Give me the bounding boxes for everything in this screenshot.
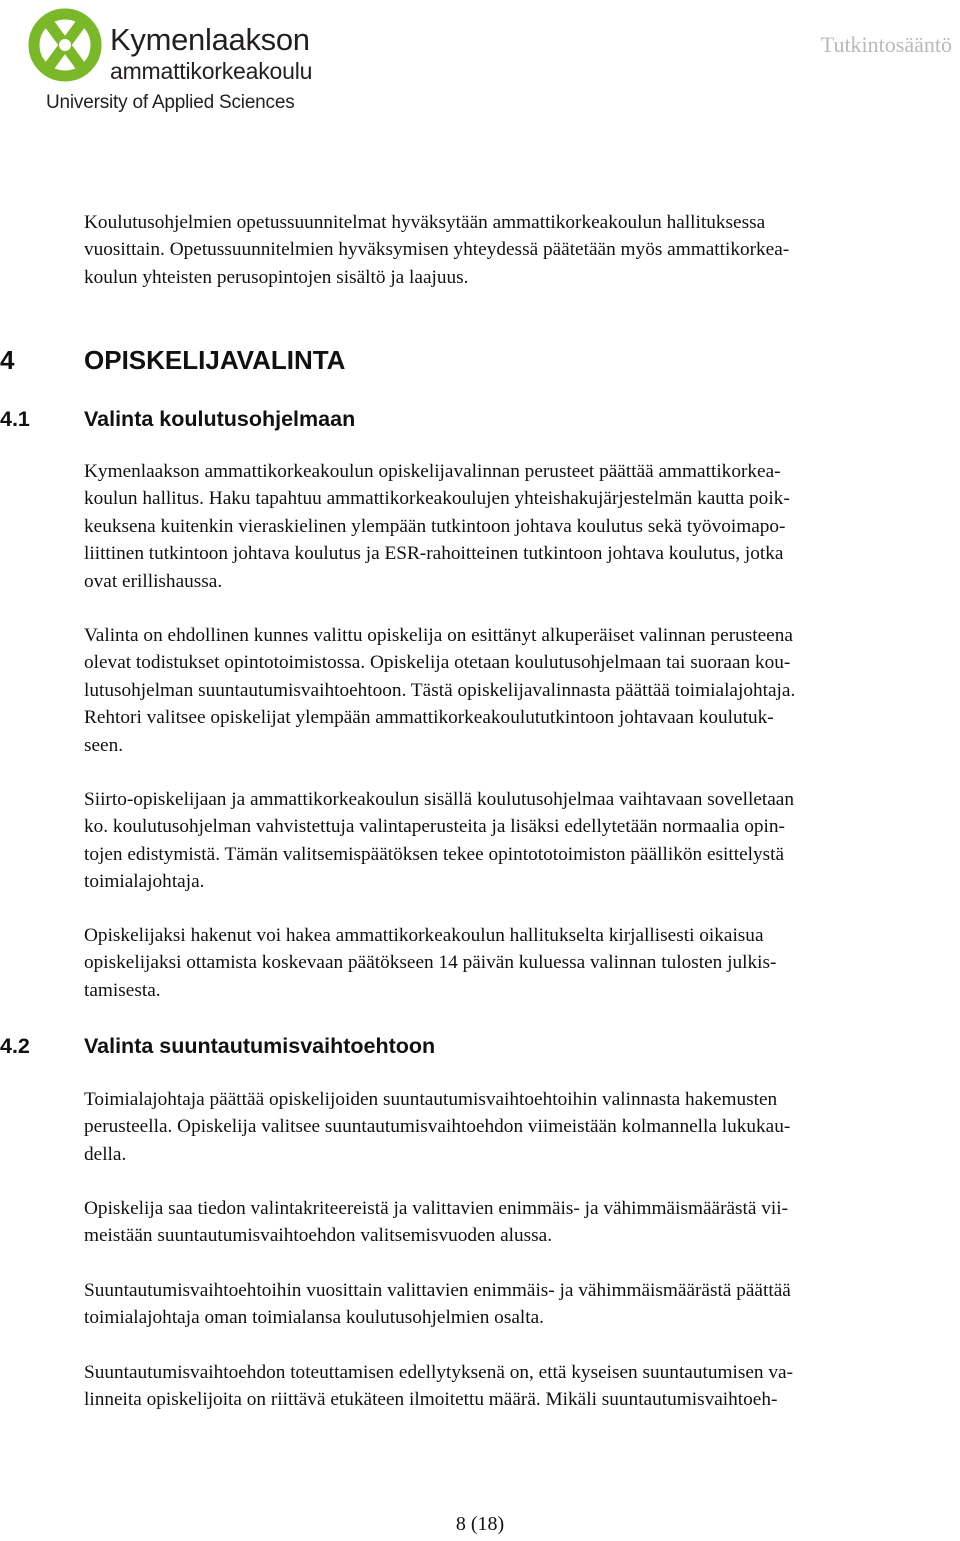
- text-line: toimialajohtaja.: [84, 871, 205, 893]
- text-line: Opiskelijaksi hakenut voi hakea ammattikorkeakoulun hallitukselta kirjallisesti oikaisua: [84, 925, 764, 946]
- section-number: 4.1: [0, 407, 30, 431]
- text-line: koulun yhteisten perusopintojen sisältö ja laajuus.: [84, 266, 469, 288]
- text-line: seen.: [84, 734, 124, 756]
- section-4-1-heading: [0, 404, 355, 434]
- text-line: della.: [84, 1143, 127, 1165]
- text-line: ko. koulutusohjelman vahvistettuja valintaperusteita ja lisäksi edellytetään normaalia opin-: [84, 816, 785, 838]
- text-line: Opiskelija saa tiedon valintakriteereistä ja valittavien enimmäis- ja vähimmäismäärästä vii-: [84, 1198, 789, 1219]
- section-4-2-heading: [0, 1031, 435, 1061]
- section-number: 4.2: [0, 1034, 30, 1058]
- section-4-heading: [0, 343, 345, 377]
- text-line: vuosittain. Opetussuunnitelmien hyväksymisen yhteydessä päätetään myös ammattikorkea-: [84, 239, 790, 261]
- paragraph: [84, 1195, 960, 1250]
- page-number: 8 (18): [455, 1513, 505, 1535]
- paragraph: [84, 1277, 960, 1332]
- text-line: tamisesta.: [84, 979, 161, 1001]
- section-number: 4: [0, 345, 15, 375]
- text-line: Koulutusohjelmien opetussuunnitelmat hyväksytään ammattikorkeakoulun hallituksessa: [84, 212, 766, 233]
- paragraph: [84, 1359, 960, 1414]
- text-line: opiskelijaksi ottamista koskevaan päätökseen 14 päivän kuluessa valinnan tulosten julkis-: [84, 952, 777, 974]
- text-line: toimialajohtaja oman toimialansa koulutusohjelmien osalta.: [84, 1307, 544, 1329]
- document-title: Tutkintosääntö: [820, 32, 952, 57]
- logo-emblem-icon: [28, 8, 102, 82]
- paragraph: [84, 786, 960, 896]
- text-line: tojen edistymistä. Tämän valitsemispäätöksen tekee opintototoimiston päällikön esittelystä: [84, 843, 785, 865]
- paragraph: [84, 922, 960, 1004]
- text-line: koulun hallitus. Haku tapahtuu ammattikorkeakoulujen yhteishakujärjestelmän kautta poik-: [84, 488, 790, 510]
- paragraph: [84, 622, 960, 759]
- text-line: Toimialajohtaja päättää opiskelijoiden suuntautumisvaihtoehtoihin valinnasta hakemusten: [84, 1089, 778, 1110]
- text-line: perusteella. Opiskelija valitsee suuntautumisvaihtoehdon viimeistään kolmannella lukukau-: [84, 1116, 791, 1138]
- logo: [28, 8, 328, 116]
- section-title: Valinta koulutusohjelmaan: [84, 407, 356, 431]
- logo-name: Kymenlaakson: [110, 22, 310, 57]
- logo-english-name: University of Applied Sciences: [46, 92, 295, 113]
- paragraph: [84, 1086, 960, 1168]
- section-title: Valinta suuntautumisvaihtoehtoon: [84, 1034, 436, 1058]
- text-line: liittinen tutkintoon johtava koulutus ja ESR-rahoitteinen tutkintoon johtava koulutus, jotka: [84, 543, 784, 565]
- text-line: Rehtori valitsee opiskelijat ylempään ammattikorkeakoulututkintoon johtavaan koulutuk-: [84, 707, 774, 729]
- text-line: olevat todistukset opintotoimistossa. Opiskelija otetaan koulutusohjelmaan tai suoraan kou-: [84, 652, 791, 674]
- text-line: Siirto-opiskelijaan ja ammattikorkeakoulun sisällä koulutusohjelmaa vaihtavaan sovelletaan: [84, 789, 794, 810]
- intro-paragraph: [84, 209, 960, 291]
- text-line: Valinta on ehdollinen kunnes valittu opiskelija on esittänyt alkuperäiset valinnan perusteena: [84, 625, 793, 646]
- text-line: keuksena kuitenkin vieraskielinen ylempään tutkintoon johtava koulutus sekä työvoimapo-: [84, 515, 786, 537]
- text-line: Suuntautumisvaihtoehtoihin vuosittain valittavien enimmäis- ja vähimmäismäärästä päättää: [84, 1280, 791, 1301]
- logo-subtitle: ammattikorkeakoulu: [110, 58, 313, 84]
- text-line: lutusohjelman suuntautumisvaihtoehtoon. Tästä opiskelijavalinnasta päättää toimialajohtaja.: [84, 679, 796, 701]
- text-line: Kymenlaakson ammattikorkeakoulun opiskelijavalinnan perusteet päättää ammattikorkea-: [84, 461, 781, 482]
- text-line: Suuntautumisvaihtoehdon toteuttamisen edellytyksenä on, että kyseisen suuntautumisen va-: [84, 1362, 793, 1383]
- section-title: OPISKELIJAVALINTA: [84, 345, 346, 375]
- paragraph: [84, 458, 960, 595]
- text-line: linneita opiskelijoita on riittävä etukäteen ilmoitettu määrä. Mikäli suuntautumisvaihtoeh-: [84, 1389, 778, 1411]
- text-line: ovat erillishaussa.: [84, 570, 223, 592]
- text-line: meistään suuntautumisvaihtoehdon valitsemisvuoden alussa.: [84, 1225, 553, 1247]
